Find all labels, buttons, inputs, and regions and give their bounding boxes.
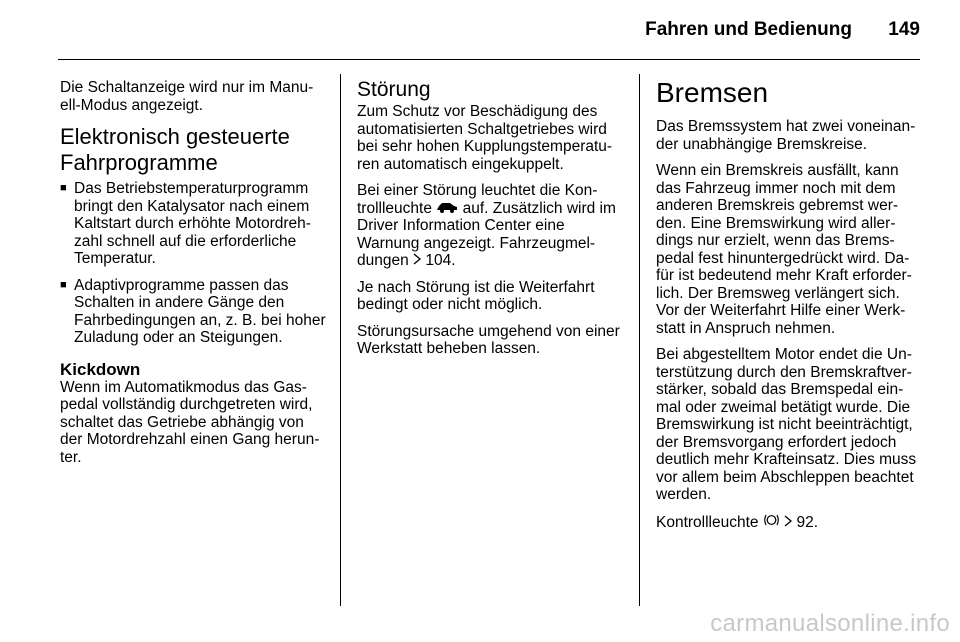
paragraph: Bei einer Störung leuchtet die Kontrollleuchte auf. Zusätzlich wird im Driver Information Center eine Warnung angezeigt. Fahrzeugmeldungen 104. [357,182,616,269]
page-number: 149 [888,19,920,40]
paragraph: Das Bremssystem hat zwei voneinander unabhängige Bremskreise. [656,118,916,153]
page-ref-link[interactable]: 92. [796,513,819,531]
paragraph: Je nach Störung ist die Weiterfahrt bedingt oder nicht möglich. [357,278,595,313]
column-divider [340,74,341,606]
heading-fahrprogramme: Elektronisch gesteuerte Fahrprogramme [60,124,290,175]
intro-paragraph: Die Schaltanzeige wird nur im Manuell-Modus angezeigt. [60,79,314,114]
bullet-list [60,180,326,347]
paragraph: Zum Schutz vor Beschädigung des automatisierten Schaltgetriebes wird bei sehr hohen Kupplungstemperaturen automatisch eingekuppelt. [357,103,613,173]
column-left [60,79,326,475]
bullet-square-icon: ■ [60,278,67,291]
page-ref-icon[interactable] [413,252,421,270]
kickdown-paragraph: Wenn im Automatikmodus das Gaspedal vollständig durchgetreten wird, schaltet das Getriebe abhängig von der Motordrehzahl einen Gang herunter. [60,378,320,466]
heading-stoerung: Störung [357,78,431,101]
page-ref-icon[interactable] [784,514,792,532]
list-item: ■ Adaptivprogramme passen das Schalten in andere Gänge den Fahrbedingungen an, z. B. bei hoher Zuladung oder an Steigungen. [60,276,326,346]
car-warning-icon [436,200,458,218]
bullet-square-icon: ■ [60,182,67,194]
column-middle [357,79,625,367]
paragraph: Kontrollleuchte 92. [656,513,819,531]
heading-bremsen: Bremsen [656,77,769,108]
paragraph: Wenn ein Bremskreis ausfällt, kann das Fahrzeug immer noch mit dem anderen Bremskreis gebremst werden. Eine Bremswirkung wird allerdings nur erzielt, wenn das Bremspedal fest hinuntergedrückt wird. Dafür ist bedeutend mehr Kraft erforderlich. Der Bremsweg verlängert sich. Vor der Weiterfahrt Hilfe einer Werkstatt in Anspruch nehmen. [656,162,912,337]
column-divider [639,74,640,606]
page-header [0,0,960,60]
heading-kickdown: Kickdown [60,359,141,379]
column-right [656,79,922,540]
paragraph: Bei abgestelltem Motor endet die Unterstützung durch den Bremskraftverstärker, sobald das Bremspedal einmal oder zweimal betätigt wurde. Die Bremswirkung ist nicht beeinträchtigt, der Bremsvorgang erfordert jedoch deutlich mehr Krafteinsatz. Dies muss vor allem beim Abschleppen beachtet werden. [656,346,917,503]
page-ref-link[interactable]: 104. [425,252,456,269]
watermark: carmanualsonline.info [710,610,950,637]
list-item: ■ Das Betriebstemperaturprogramm bringt den Katalysator nach einem Kaltstart durch erhöhte Motordrehzahl schnell auf die erforderliche Temperatur. [60,180,311,267]
section-title: Fahren und Bedienung [645,19,852,40]
header-rule [58,59,920,60]
paragraph: Störungsursache umgehend von einer Werkstatt beheben lassen. [357,322,620,357]
brake-warning-icon [763,513,780,532]
